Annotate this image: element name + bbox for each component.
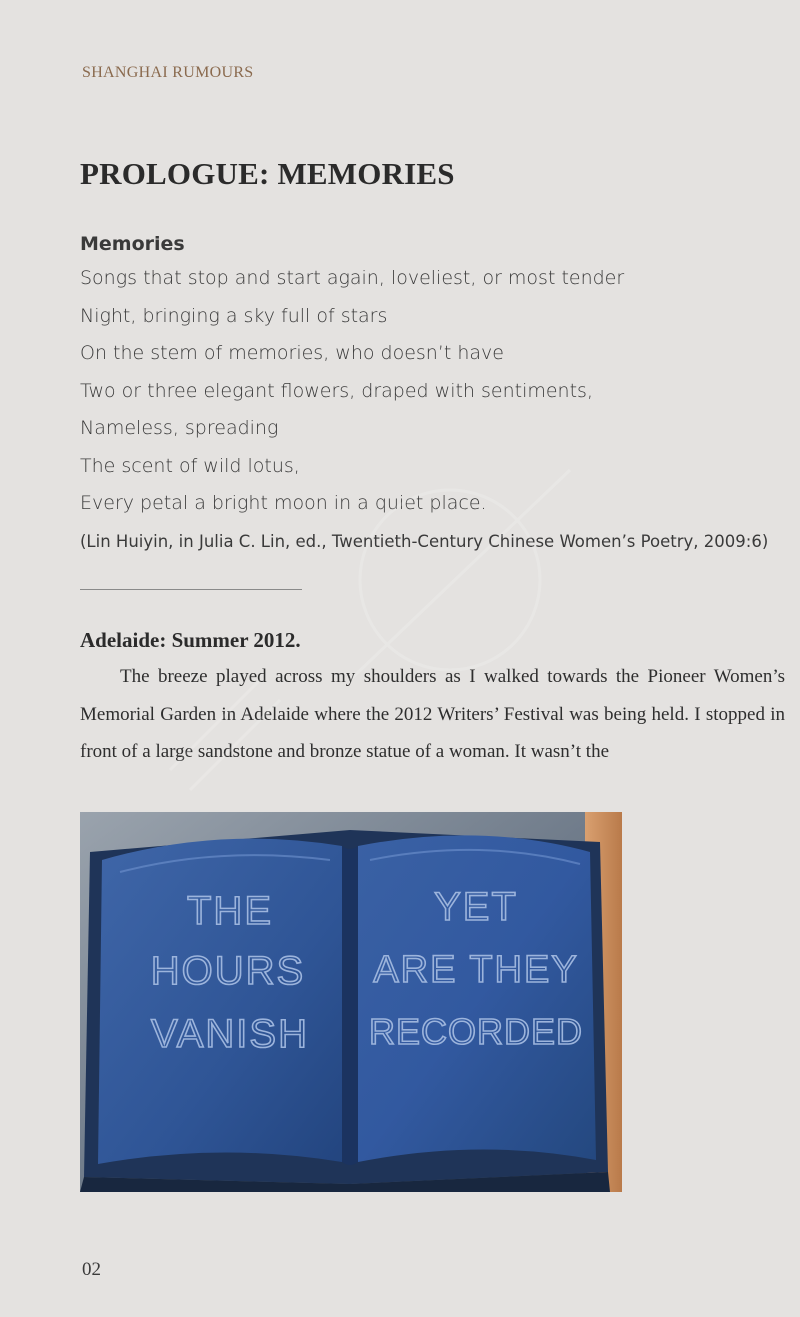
engraved-word: THE	[187, 889, 273, 933]
engraved-word: VANISH	[151, 1012, 309, 1056]
page-number: 02	[82, 1259, 101, 1280]
book-spine	[342, 846, 358, 1165]
bronze-book-photo	[80, 812, 622, 1192]
section-divider	[80, 589, 302, 590]
poem-line: The scent of wild lotus,	[80, 454, 300, 477]
engraved-word: HOURS	[150, 949, 306, 993]
poem-line: Night, bringing a sky full of stars	[80, 304, 388, 327]
poem-title: Memories	[80, 233, 185, 255]
poem-line: Every petal a bright moon in a quiet place.	[80, 492, 487, 514]
chapter-title: PROLOGUE: MEMORIES	[80, 156, 455, 191]
poem-line: On the stem of memories, who doesn’t have	[80, 342, 504, 364]
bronze-book-illustration	[80, 812, 622, 1192]
body-paragraph: The breeze played across my shoulders as I walked towards the Pioneer Women’s Memorial Garden in Adelaide where the 2012 Writers’ Festival was being held. I stopped in front of a large sandstone and bronze statue of a woman. It wasn’t the	[80, 666, 785, 762]
engraved-word: ARE THEY	[373, 949, 579, 991]
section-heading: Adelaide: Summer 2012.	[80, 628, 301, 652]
left-book-page	[98, 839, 342, 1164]
poem-line: Two or three elegant flowers, draped with sentiments,	[80, 379, 593, 402]
engraved-word: RECORDED	[368, 1011, 584, 1052]
poem-block	[80, 228, 790, 560]
poem-citation: (Lin Huiyin, in Julia C. Lin, ed., Twentieth-Century Chinese Women’s Poetry, 2009:6)	[80, 531, 769, 551]
running-head: SHANGHAI RUMOURS	[82, 64, 254, 81]
poem-line: Nameless, spreading	[80, 417, 279, 439]
engraved-word: YET	[434, 885, 518, 929]
poem-line: Songs that stop and start again, loveliest, or most tender	[80, 267, 625, 289]
